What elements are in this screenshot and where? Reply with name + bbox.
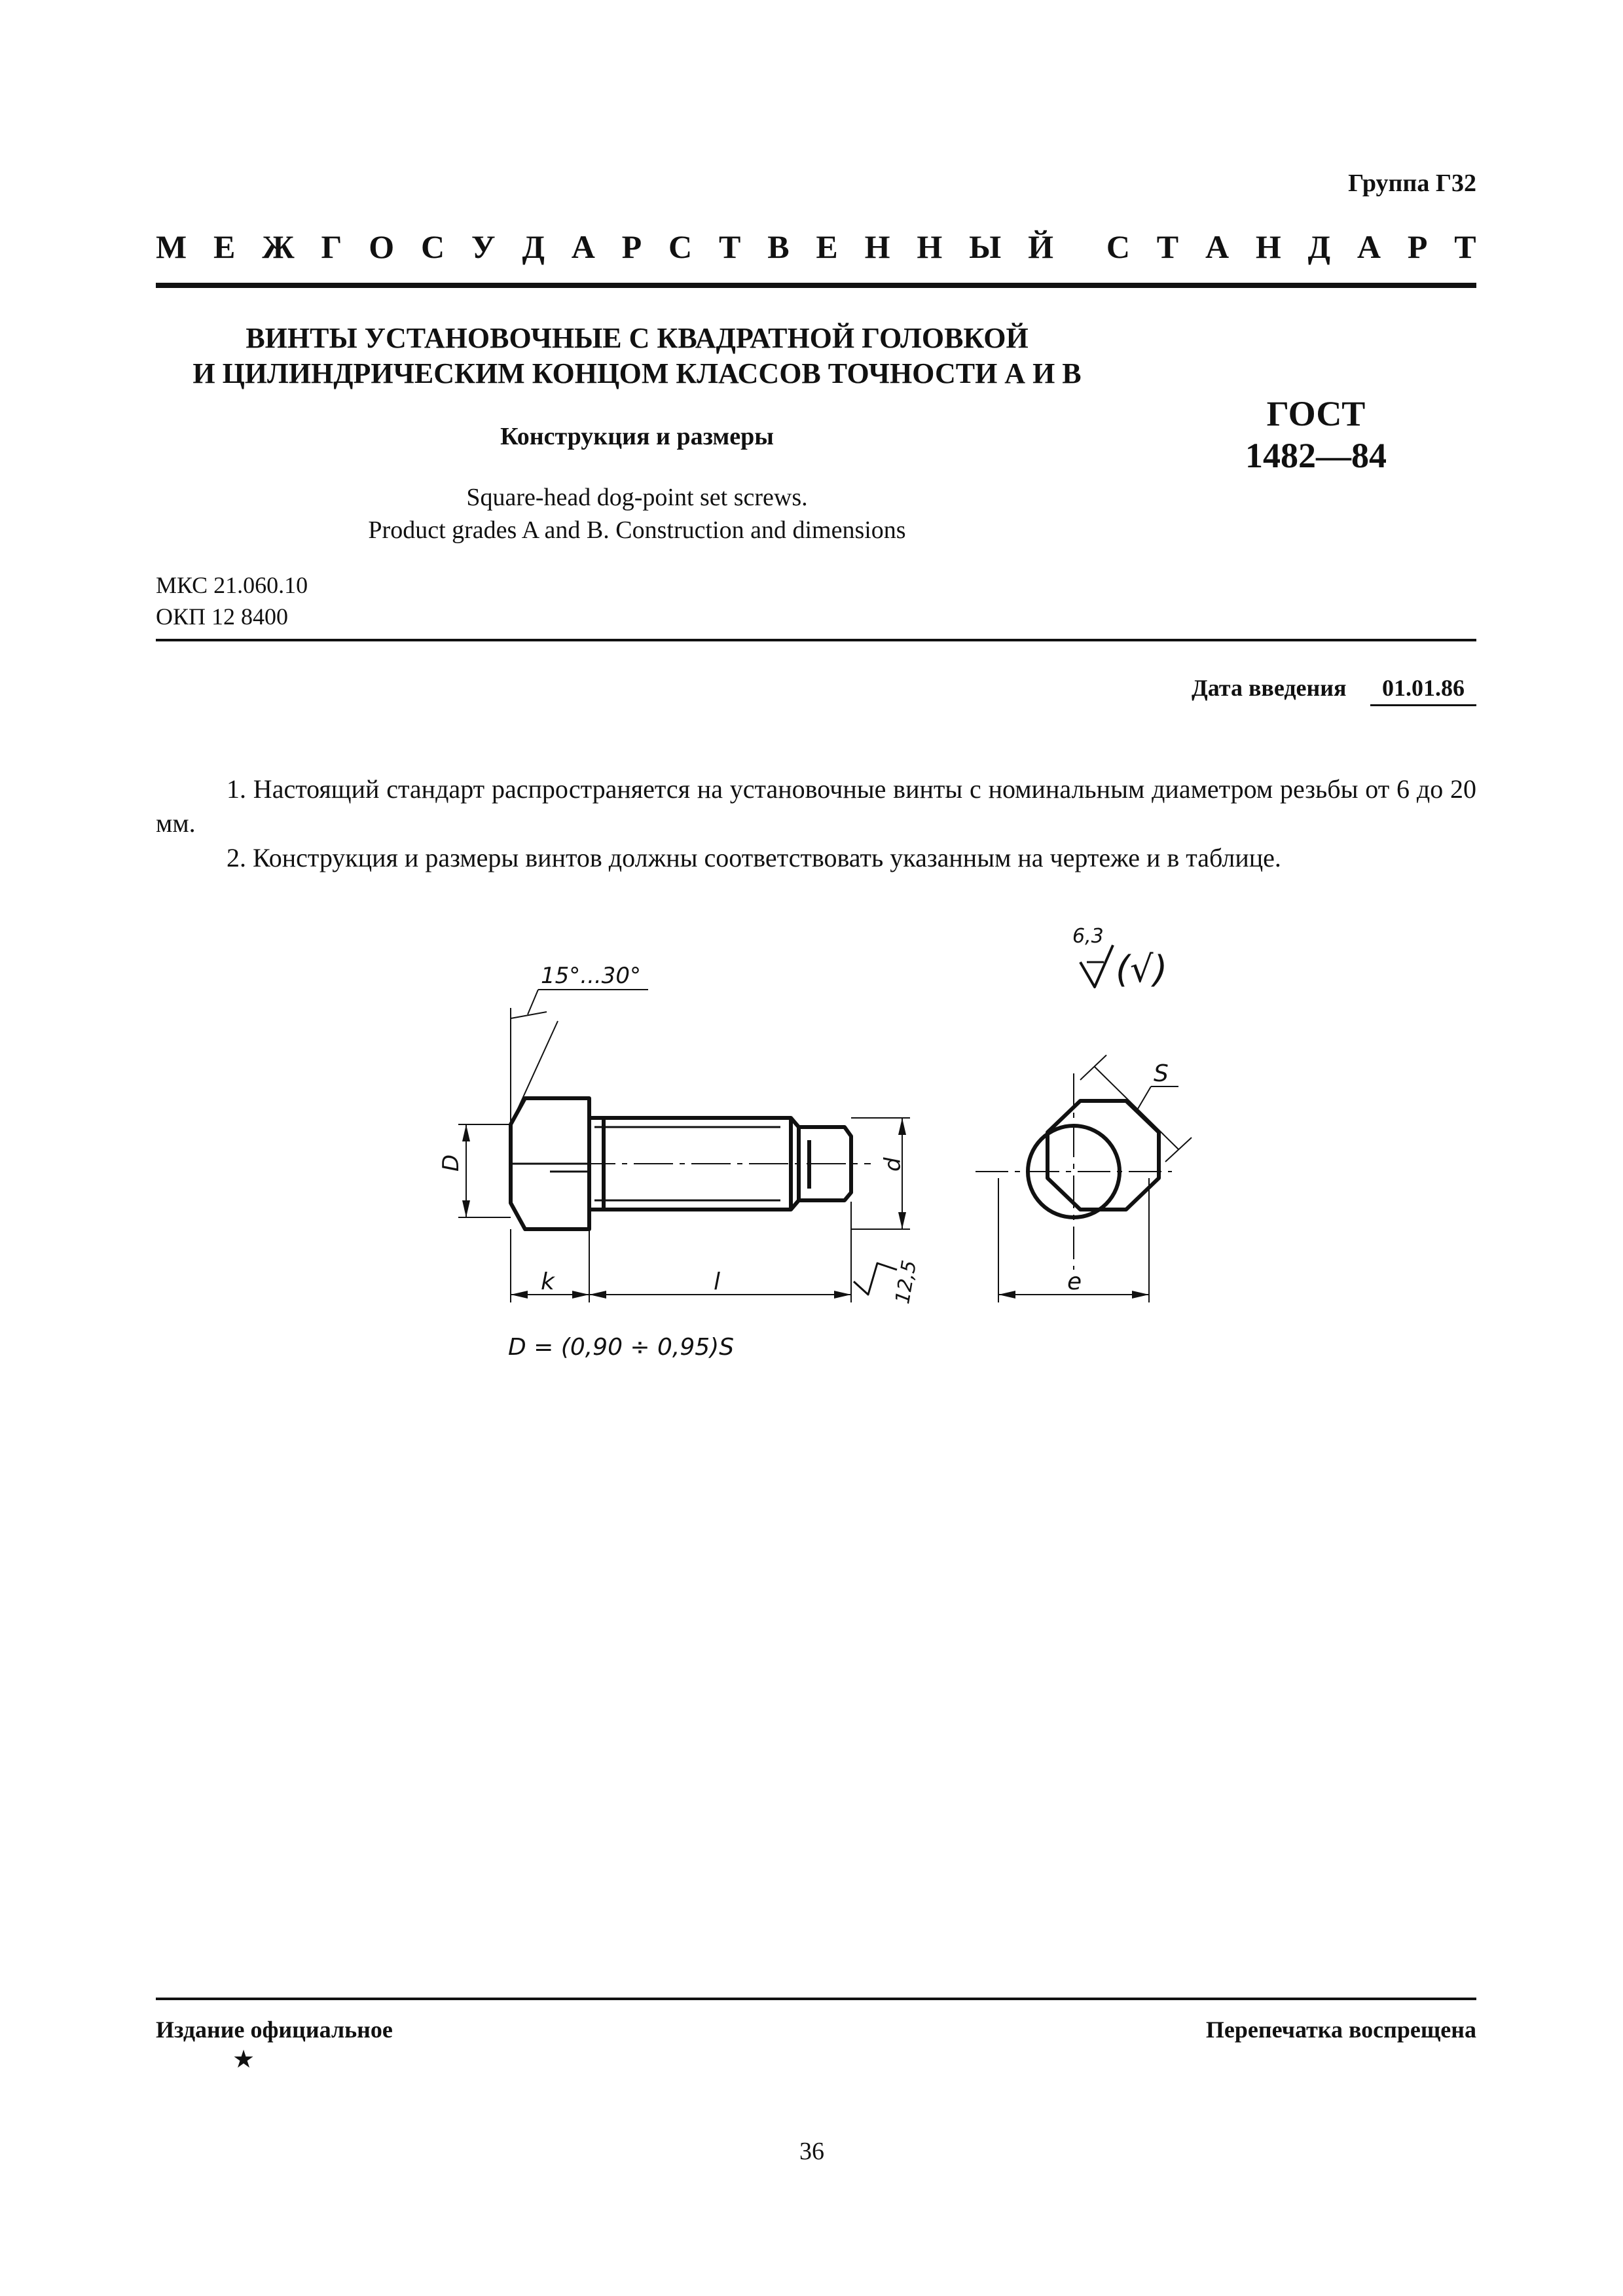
interstate-letter: Т xyxy=(1454,228,1476,265)
formula: D = (0,90 ÷ 0,95)S xyxy=(508,1334,735,1361)
square-head-outline xyxy=(1048,1101,1159,1210)
dim-D-label: D xyxy=(438,1154,464,1172)
interstate-letter: Д xyxy=(1307,228,1331,265)
interstate-letter: Д xyxy=(522,228,545,265)
interstate-letter: А xyxy=(1205,228,1230,265)
interstate-letter: С xyxy=(420,228,445,265)
interstate-letter: В xyxy=(767,228,790,265)
english-title-line-2: Product grades A and B. Construction and dimensions xyxy=(368,516,906,544)
english-title-line-1: Square-head dog-point set screws. xyxy=(466,484,808,511)
paragraph-1: 1. Настоящий стандарт распространяется на установочные винты с номинальным диаметром резьбы от 6 до 20 мм. xyxy=(156,774,1476,838)
interstate-letter: О xyxy=(369,228,395,265)
roughness-local: 12,5 xyxy=(891,1259,922,1306)
gost-label: ГОСТ xyxy=(1266,394,1366,433)
interstate-letter: Й xyxy=(1028,228,1053,265)
mks-code: МКС 21.060.10 xyxy=(156,572,308,598)
interstate-letter: Ж xyxy=(262,228,295,265)
dim-e-label: e xyxy=(1067,1268,1082,1295)
date-value: 01.01.86 xyxy=(1370,674,1476,706)
date-label: Дата введения xyxy=(1192,675,1347,701)
footer-right: Перепечатка воспрещена xyxy=(1205,2017,1476,2043)
interstate-letter: У xyxy=(471,228,496,265)
group-label: Группа Г32 xyxy=(1348,170,1476,197)
document-subtitle: Конструкция и размеры xyxy=(500,423,774,450)
paragraph-2: 2. Конструкция и размеры винтов должны соответствовать указанным на чертеже и в таблице. xyxy=(227,843,1281,872)
interstate-letter: Н xyxy=(917,228,943,265)
interstate-letter: Р xyxy=(621,228,642,265)
roughness-value: 6,3 xyxy=(1072,925,1104,948)
okp-code: ОКП 12 8400 xyxy=(156,603,289,630)
interstate-letter: Е xyxy=(213,228,236,265)
gost-number: 1482—84 xyxy=(1245,436,1387,475)
interstate-letter: Т xyxy=(719,228,741,265)
interstate-letter: Н xyxy=(864,228,890,265)
dim-d-label: d xyxy=(880,1157,906,1172)
interstate-letter: С xyxy=(1106,228,1130,265)
interstate-letter: Ы xyxy=(969,228,1002,265)
interstate-letter: С xyxy=(668,228,693,265)
star-icon: ★ xyxy=(232,2046,255,2073)
title-line-1: ВИНТЫ УСТАНОВОЧНЫЕ С КВАДРАТНОЙ ГОЛОВКОЙ xyxy=(246,322,1029,354)
footer-rule xyxy=(156,1998,1476,2000)
interstate-letter: Т xyxy=(1156,228,1179,265)
footer-left: Издание официальное xyxy=(156,2017,393,2043)
interstate-letter: М xyxy=(156,228,187,265)
angle-label: 15°...30° xyxy=(541,963,641,989)
page-number: 36 xyxy=(799,2138,824,2165)
interstate-letter: Г xyxy=(321,228,342,265)
dim-l-label: l xyxy=(714,1268,721,1295)
interstate-letter: Р xyxy=(1407,228,1428,265)
title-line-2: И ЦИЛИНДРИЧЕСКИМ КОНЦОМ КЛАССОВ ТОЧНОСТИ А И В xyxy=(192,357,1082,389)
dim-k-label: k xyxy=(541,1268,555,1295)
interstate-letter: А xyxy=(1357,228,1381,265)
dim-S-label: S xyxy=(1154,1060,1169,1087)
interstate-letter: Е xyxy=(816,228,838,265)
interstate-letter: А xyxy=(571,228,595,265)
roughness-extra: (√) xyxy=(1116,948,1168,991)
interstate-letter: Н xyxy=(1255,228,1281,265)
